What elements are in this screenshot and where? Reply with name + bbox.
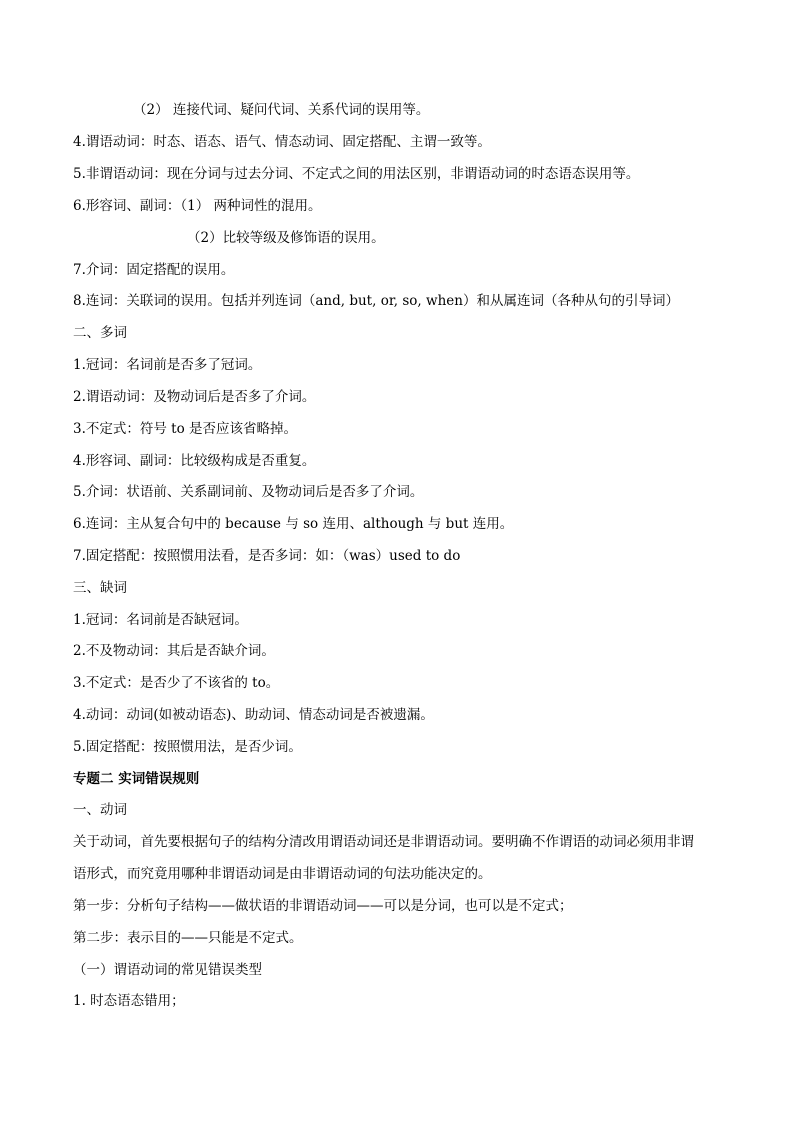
text-line: 关于动词，首先要根据句子的结构分清改用谓语动词还是非谓语动词。要明确不作谓语的动词必须用非谓 (73, 834, 694, 850)
text-line: 3.不定式：是否少了不该省的 to。 (73, 675, 280, 691)
text-line: 8.连词：关联词的误用。包括并列连词（and, but, or, so, when）和从属连词（各种从句的引导词） (73, 293, 679, 309)
text-line: 5.介词：状语前、关系副词前、及物动词后是否多了介词。 (73, 484, 424, 500)
text-line: 1.冠词：名词前是否多了冠词。 (73, 357, 262, 373)
text-line: 4.形容词、副词：比较级构成是否重复。 (73, 453, 316, 469)
text-line: 语形式，而究竟用哪种非谓语动词是由非谓语动词的句法功能决定的。 (73, 866, 492, 882)
section-heading: 三、缺词 (73, 580, 127, 596)
text-line: 4.动词：动词(如被动语态)、助动词、情态动词是否被遗漏。 (73, 707, 434, 723)
topic-heading: 专题二 实词错误规则 (73, 771, 200, 787)
text-line: 1. 时态语态错用； (73, 993, 185, 1009)
text-line: 1.冠词：名词前是否缺冠词。 (73, 612, 248, 628)
text-line: 2.谓语动词：及物动词后是否多了介词。 (73, 389, 316, 405)
text-line: 第二步：表示目的——只能是不定式。 (73, 930, 303, 946)
section-heading: 一、动词 (73, 802, 127, 818)
text-line: 第一步：分析句子结构——做状语的非谓语动词——可以是分词，也可以是不定式； (73, 898, 573, 914)
section-heading: 二、多词 (73, 325, 127, 341)
text-line: 3.不定式：符号 to 是否应该省略掉。 (73, 421, 298, 437)
text-line: 6.连词：主从复合句中的 because 与 so 连用、although 与 but 连用。 (73, 516, 514, 532)
text-line: （2）比较等级及修饰语的误用。 (187, 230, 385, 246)
text-line: 4.谓语动词：时态、语态、语气、情态动词、固定搭配、主谓一致等。 (73, 134, 491, 150)
text-line: 5.固定搭配：按照惯用法，是否少词。 (73, 739, 302, 755)
text-line: 2.不及物动词：其后是否缺介词。 (73, 643, 275, 659)
text-line: 5.非谓语动词：现在分词与过去分词、不定式之间的用法区别，非谓语动词的时态语态误用等。 (73, 166, 640, 182)
text-line: （2） 连接代词、疑问代词、关系代词的误用等。 (133, 102, 430, 118)
text-line: 6.形容词、副词：（1） 两种词性的混用。 (73, 198, 322, 214)
text-line: 7.固定搭配：按照惯用法看，是否多词：如：（was）used to do (73, 548, 461, 564)
text-line: 7.介词：固定搭配的误用。 (73, 262, 235, 278)
subsection-heading: （一）谓语动词的常见错误类型 (73, 962, 262, 978)
